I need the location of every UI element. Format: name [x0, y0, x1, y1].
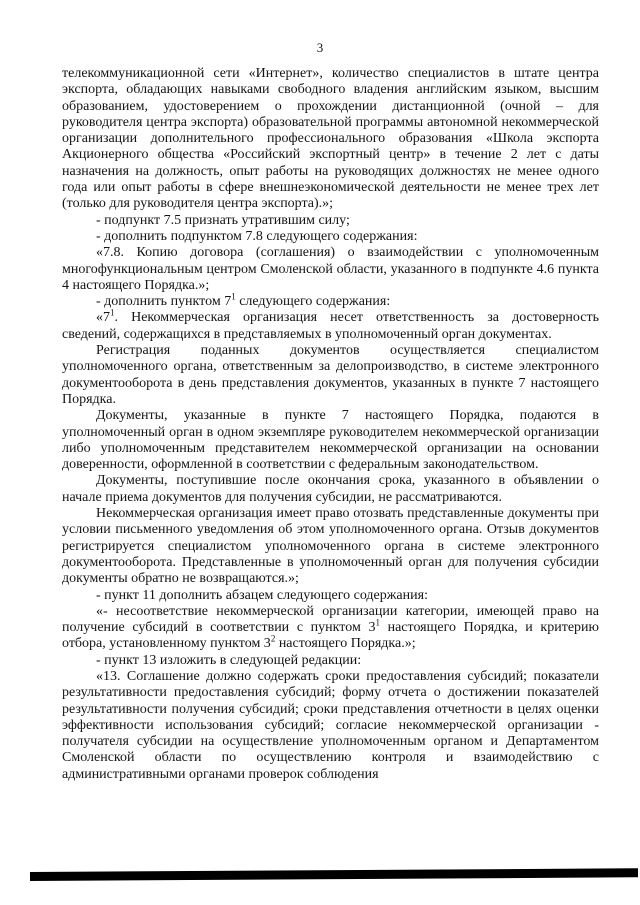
paragraph-11: [62, 588, 599, 604]
paragraph-1: [62, 66, 599, 213]
superscript: 1: [110, 307, 115, 318]
paragraph-10: [62, 506, 599, 587]
text-run: - подпункт 7.5 признать утратившим силу;: [96, 212, 350, 228]
document-body: [62, 66, 599, 783]
paragraph-12: [62, 604, 599, 653]
text-run: телекоммуникационной сети «Интернет», количество специалистов в штате центра экспорта, обладающих навыками свободного владения английским языком, высшим образованием, удостоверением о прохождении дистанционной (очной – для руководителя центра экспорта) образовательной программы автономной некоммерческой организации дополнительного профессионального образования «Школа экспорта Акционерного общества «Российский экспортный центр» в течение 2 лет с даты назначения на должность, опыт работы на руководящих должностях не менее одного года или опыт работы в сфере внешнеэкономической деятельности не менее трех лет (только для руководителя центра экспорта).»;: [62, 66, 599, 212]
text-run: . Некоммерческая организация несет ответственность за достоверность сведений, содержащихся в представляемых в уполномоченный орган документах.: [62, 310, 599, 342]
text-run: Документы, указанные в пункте 7 настоящего Порядка, подаются в уполномоченный орган в одном экземпляре руководителем некоммерческой организации либо уполномоченным представителем некоммерческой организации на основании доверенности, оформленной в соответствии с федеральным законодательством.: [62, 408, 599, 473]
text-run: Регистрация поданных документов осуществляется специалистом уполномоченного органа, ответственным за делопроизводство, в системе электронного документооборота в день представления документов, указанных в пункте 7 настоящего Порядка.: [62, 343, 599, 407]
paragraph-9: [62, 473, 599, 506]
text-run: настоящего Порядка.»;: [275, 636, 416, 652]
paragraph-14: [62, 669, 599, 783]
text-run: - пункт 13 изложить в следующей редакции:: [96, 652, 362, 668]
scan-edge-bar: [30, 868, 638, 881]
text-run: - дополнить пунктом 7: [96, 294, 232, 310]
paragraph-6: [62, 307, 599, 343]
paragraph-8: [62, 408, 599, 473]
paragraph-2: [62, 213, 599, 229]
paragraph-4: [62, 245, 599, 294]
paragraph-7: [62, 343, 599, 408]
text-run: - дополнить подпунктом 7.8 следующего содержания:: [96, 228, 418, 244]
text-run: следующего содержания:: [235, 294, 391, 310]
text-run: настоящего Порядка, и критерию отбора, установленному пунктом 3: [62, 620, 599, 652]
text-run: Документы, поступившие после окончания срока, указанного в объявлении о начале приема документов для получения субсидии, не рассматриваются.: [62, 473, 599, 505]
paragraph-3: [62, 229, 599, 245]
text-run: «7: [96, 310, 110, 326]
paragraph-5: [62, 291, 599, 310]
text-run: Некоммерческая организация имеет право отозвать представленные документы при условии письменного уведомления об этом уполномоченного органа. Отзыв документов регистрируется специалистом уполномоченного органа в системе электронного документооборота. Представленные в уполномоченный орган для получения субсидии документы обратно не возвращаются.»;: [62, 506, 599, 587]
superscript: 1: [375, 617, 380, 628]
text-run: «7.8. Копию договора (соглашения) о взаимодействии с уполномоченным многофункциональным центром Смоленской области, указанного в подпункте 4.6 пункта 4 настоящего Порядка.»;: [62, 245, 599, 293]
text-run: «- несоответствие некоммерческой организации категории, имеющей право на получение субсидий в соответствии с пунктом 3: [62, 603, 599, 636]
text-run: - пункт 11 дополнить абзацем следующего содержания:: [96, 587, 428, 603]
paragraph-13: [62, 653, 599, 669]
superscript: 2: [270, 633, 276, 644]
page-number: 3: [316, 40, 324, 55]
superscript: 1: [231, 291, 236, 302]
text-run: «13. Соглашение должно содержать сроки предоставления субсидий; показатели результативности предоставления субсидий; форму отчета о достижении показателей результативности получения субсидий; сроки представления отчетности в целях оценки эффективности использования субсидий; согласие некоммерческой организации - получателя субсидии на осуществление уполномоченным органом и Департаментом Смоленской области по осуществлению контроля и взаимодействию с административными органами проверок соблюдения: [62, 668, 599, 782]
